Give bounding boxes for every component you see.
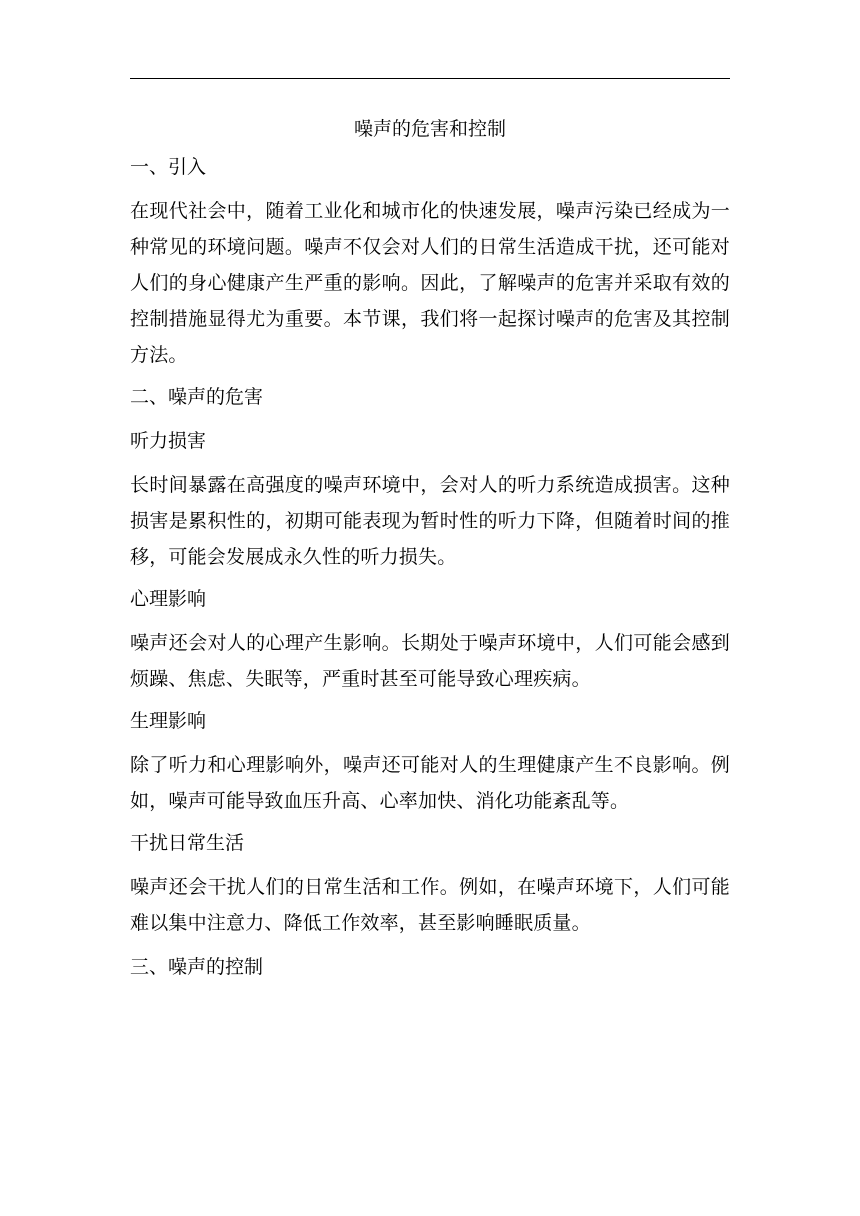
paragraph-hearing-damage: 长时间暴露在高强度的噪声环境中，会对人的听力系统造成损害。这种损害是累积性的，初期可能表现为暂时性的听力下降，但随着时间的推移，可能会发展成永久性的听力损失。	[130, 474, 730, 568]
subheading-psychological: 心理影响	[130, 588, 207, 610]
subheading-hearing-damage: 听力损害	[130, 430, 207, 452]
header-rule	[130, 78, 730, 79]
subheading-daily-life: 干扰日常生活	[130, 832, 245, 854]
document-page	[130, 78, 730, 985]
section-heading-control: 三、噪声的控制	[130, 956, 264, 978]
paragraph-physiological: 除了听力和心理影响外，噪声还可能对人的生理健康产生不良影响。例如，噪声可能导致血压升高、心率加快、消化功能紊乱等。	[130, 754, 730, 812]
subheading-physiological: 生理影响	[130, 710, 207, 732]
document-title: 噪声的危害和控制	[353, 118, 506, 140]
paragraph-daily-life: 噪声还会干扰人们的日常生活和工作。例如，在噪声环境下，人们可能难以集中注意力、降低工作效率，甚至影响睡眠质量。	[130, 876, 730, 934]
section-heading-hazards: 二、噪声的危害	[130, 386, 264, 408]
section-heading-intro: 一、引入	[130, 156, 207, 178]
paragraph-intro: 在现代社会中，随着工业化和城市化的快速发展，噪声污染已经成为一种常见的环境问题。噪声不仅会对人们的日常生活造成干扰，还可能对人们的身心健康产生严重的影响。因此，了解噪声的危害并采取有效的控制措施显得尤为重要。本节课，我们将一起探讨噪声的危害及其控制方法。	[130, 200, 730, 366]
paragraph-psychological: 噪声还会对人的心理产生影响。长期处于噪声环境中，人们可能会感到烦躁、焦虑、失眠等，严重时甚至可能导致心理疾病。	[130, 632, 730, 690]
document-body	[130, 149, 730, 985]
